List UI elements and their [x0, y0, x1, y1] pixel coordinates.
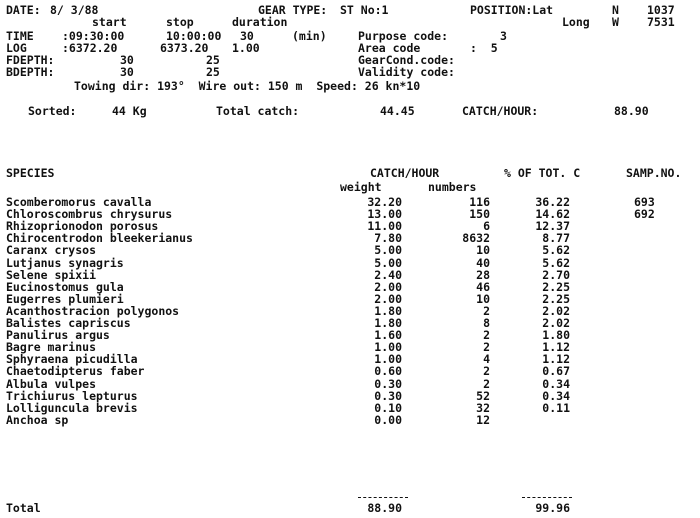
species-name: Selene spixii: [6, 268, 97, 282]
percent-total: 5.62: [542, 243, 570, 257]
long-hemisphere: W: [612, 15, 619, 29]
col-stop-header: stop: [166, 15, 194, 29]
percent-total: 1.80: [542, 328, 570, 342]
pct-total-header: % OF TOT. C: [504, 166, 581, 180]
catch-numbers: 6: [483, 219, 490, 233]
bdepth-label: BDEPTH:: [6, 65, 55, 79]
sample-number: 693: [634, 195, 655, 209]
catch-numbers: 12: [476, 413, 490, 427]
species-name: Acanthostracion polygonos: [6, 304, 180, 318]
percent-total: 0.11: [542, 401, 570, 415]
catch-numbers: 4: [483, 352, 490, 366]
percent-total: 1.12: [542, 340, 570, 354]
species-name: Eugerres plumieri: [6, 292, 124, 306]
validity-label: Validity code:: [358, 65, 455, 79]
numbers-header: numbers: [428, 180, 477, 194]
catch-weight: 1.80: [374, 304, 402, 318]
catch-weight: 1.00: [374, 340, 402, 354]
catch-numbers: 2: [483, 377, 490, 391]
catch-weight: 0.00: [374, 413, 402, 427]
catch-weight: 2.00: [374, 292, 402, 306]
catch-numbers: 116: [469, 195, 490, 209]
catch-weight: 5.00: [374, 256, 402, 270]
catch-numbers: 52: [476, 389, 490, 403]
catch-per-hour-value: 88.90: [614, 104, 649, 118]
bdepth-stop: 25: [206, 65, 220, 79]
species-name: Scomberomorus cavalla: [6, 195, 152, 209]
species-name: Caranx crysos: [6, 243, 97, 257]
gearcond-label: GearCond.code:: [358, 53, 455, 67]
log-stop: 6373.20: [160, 41, 209, 55]
pct-total-rule: [522, 497, 572, 498]
species-name: Lutjanus synagris: [6, 256, 124, 270]
catch-weight: 5.00: [374, 243, 402, 257]
species-header: SPECIES: [6, 166, 55, 180]
sample-number: 692: [634, 207, 655, 221]
catch-weight: 0.30: [374, 389, 402, 403]
catch-weight: 2.40: [374, 268, 402, 282]
sorted-value: 44 Kg: [112, 104, 147, 118]
area-code-value: : 5: [470, 41, 498, 55]
percent-total: 36.22: [535, 195, 570, 209]
log-duration: 1.00: [232, 41, 260, 55]
catch-numbers: 32: [476, 401, 490, 415]
total-catch-label: Total catch:: [216, 104, 300, 118]
purpose-code-value: 3: [500, 29, 507, 43]
time-label: TIME: [6, 29, 34, 43]
catch-numbers: 2: [483, 364, 490, 378]
catch-weight: 0.10: [374, 401, 402, 415]
catch-numbers: 2: [483, 328, 490, 342]
catch-weight: 7.80: [374, 231, 402, 245]
weight-header: weight: [340, 180, 382, 194]
sample-no-header: SAMP.NO.: [626, 166, 682, 180]
time-duration: 30: [240, 29, 254, 43]
purpose-code-label: Purpose code:: [358, 29, 449, 43]
time-start: :09:30:00: [62, 29, 125, 43]
gear-type-label: GEAR TYPE:: [258, 3, 328, 17]
percent-total: 0.34: [542, 389, 570, 403]
catch-numbers: 40: [476, 256, 490, 270]
fdepth-stop: 25: [206, 53, 220, 67]
species-name: Bagre marinus: [6, 340, 97, 354]
gear-type-value: ST No:1: [340, 3, 389, 17]
catch-weight: 1.00: [374, 352, 402, 366]
catch-numbers: 28: [476, 268, 490, 282]
total-catch-value: 44.45: [380, 104, 415, 118]
catch-numbers: 10: [476, 243, 490, 257]
log-label: LOG: [6, 41, 27, 55]
catch-weight: 0.30: [374, 377, 402, 391]
fdepth-label: FDEPTH:: [6, 53, 55, 67]
percent-total: 8.77: [542, 231, 570, 245]
long-value: 7531: [647, 15, 675, 29]
percent-total: 2.25: [542, 292, 570, 306]
percent-total: 2.02: [542, 316, 570, 330]
catch-hour-header: CATCH/HOUR: [370, 166, 440, 180]
time-unit: (min): [292, 29, 327, 43]
area-code-label: Area code: [358, 41, 421, 55]
total-pct: 99.96: [535, 501, 570, 515]
percent-total: 5.62: [542, 256, 570, 270]
catch-numbers: 8: [483, 316, 490, 330]
lat-hemisphere: N: [612, 3, 619, 17]
fdepth-start: 30: [120, 53, 134, 67]
log-start: :6372.20: [62, 41, 118, 55]
towing-info: Towing dir: 193° Wire out: 150 m Speed: 26 kn*10: [74, 79, 421, 93]
species-name: Chaetodipterus faber: [6, 364, 145, 378]
catch-numbers: 2: [483, 340, 490, 354]
catch-numbers: 8632: [462, 231, 490, 245]
species-name: Rhizoprionodon porosus: [6, 219, 159, 233]
catch-per-hour-label: CATCH/HOUR:: [462, 104, 539, 118]
catch-numbers: 46: [476, 280, 490, 294]
long-label: Long: [562, 15, 590, 29]
catch-weight: 0.60: [374, 364, 402, 378]
date-label: DATE:: [6, 3, 41, 17]
percent-total: 12.37: [535, 219, 570, 233]
species-name: Panulirus argus: [6, 328, 110, 342]
percent-total: 0.34: [542, 377, 570, 391]
species-name: Chirocentrodon bleekerianus: [6, 231, 193, 245]
catch-numbers: 2: [483, 304, 490, 318]
col-duration-header: duration: [232, 15, 288, 29]
percent-total: 1.12: [542, 352, 570, 366]
species-name: Albula vulpes: [6, 377, 97, 391]
species-name: Balistes capriscus: [6, 316, 131, 330]
percent-total: 0.67: [542, 364, 570, 378]
catch-numbers: 10: [476, 292, 490, 306]
species-name: Eucinostomus gula: [6, 280, 124, 294]
species-name: Sphyraena picudilla: [6, 352, 138, 366]
sorted-label: Sorted:: [28, 104, 77, 118]
catch-numbers: 150: [469, 207, 490, 221]
percent-total: 14.62: [535, 207, 570, 221]
catch-weight: 1.60: [374, 328, 402, 342]
bdepth-start: 30: [120, 65, 134, 79]
total-label: Total: [6, 501, 41, 515]
weight-total-rule: [358, 497, 408, 498]
catch-weight: 32.20: [367, 195, 402, 209]
species-name: Anchoa sp: [6, 413, 69, 427]
species-name: Trichiurus lepturus: [6, 389, 138, 403]
lat-value: 1037: [647, 3, 675, 17]
time-stop: 10:00:00: [166, 29, 222, 43]
catch-weight: 11.00: [367, 219, 402, 233]
catch-weight: 13.00: [367, 207, 402, 221]
col-start-header: start: [92, 15, 127, 29]
position-label: POSITION:Lat: [470, 3, 554, 17]
total-weight: 88.90: [367, 501, 402, 515]
date-value: 8/ 3/88: [50, 3, 99, 17]
catch-weight: 1.80: [374, 316, 402, 330]
percent-total: 2.02: [542, 304, 570, 318]
species-name: Chloroscombrus chrysurus: [6, 207, 173, 221]
catch-weight: 2.00: [374, 280, 402, 294]
species-name: Lolliguncula brevis: [6, 401, 138, 415]
percent-total: 2.25: [542, 280, 570, 294]
percent-total: 2.70: [542, 268, 570, 282]
